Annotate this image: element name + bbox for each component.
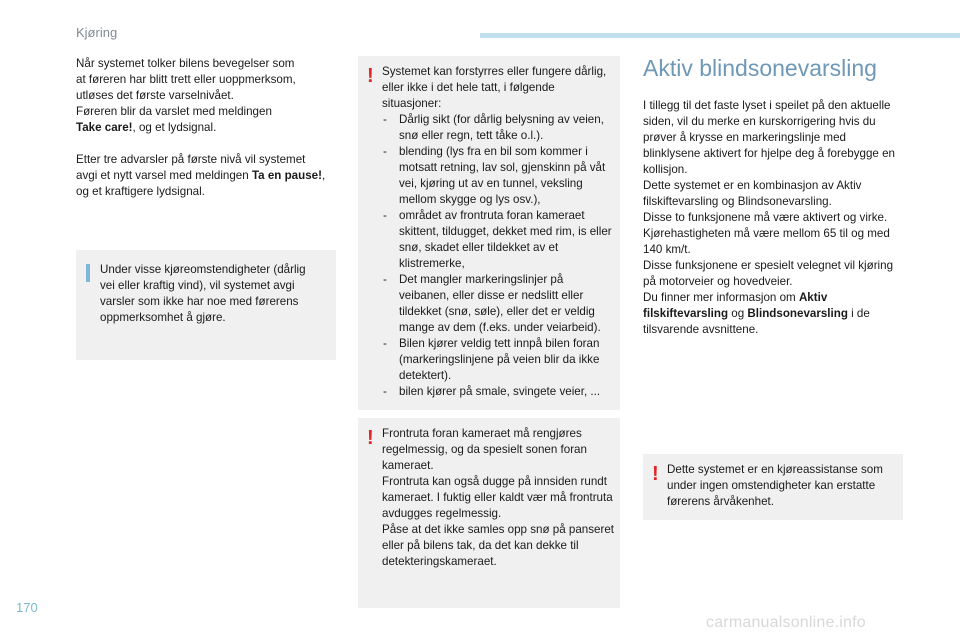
info-box: Under visse kjøreomstendigheter (dårlig vei eller kraftig vind), vil systemet avgi varsler som ikke har noe med førerens oppmerksomhet å gjøre. — [76, 250, 336, 360]
left-column — [76, 56, 326, 200]
paragraph: Kjørehastigheten må være mellom 65 til og med 140 km/t. — [643, 227, 890, 256]
warning-box-windscreen: ! Frontruta foran kameraet må rengjøres regelmessig, og da spesielt sonen foran kameraet. Frontruta kan også dugge på innsiden rundt kameraet. I fuktig eller kaldt vær må frontruta avdugges regelmessig. Påse at det ikke samles opp snø på panseret eller på bilens tak, da det kan dekke til detekteringskameraet. — [358, 418, 620, 608]
paragraph: Disse funksjonene er spesielt velegnet vil kjøring på motorveier og hovedveier. — [643, 259, 894, 288]
list-item: - blending (lys fra en bil som kommer i motsatt retning, lav sol, gjenskinn på våt vei, kjøring ut av en tunnel, veksling mellom skygge og lys osv.), — [382, 144, 614, 208]
page-number: 170 — [16, 600, 38, 615]
watermark: carmanualsonline.info — [706, 614, 866, 631]
list-item: - bilen kjører på smale, svingete veier, ... — [382, 384, 614, 400]
list-item: - Dårlig sikt (for dårlig belysning av veien, snø eller regn, tett tåke o.l.). — [382, 112, 614, 144]
message-pause: Ta en pause! — [251, 169, 322, 182]
info-icon — [86, 264, 90, 282]
warning-icon: ! — [652, 463, 659, 485]
second-warning-paragraph: Etter tre advarsler på første nivå vil systemet avgi et nytt varsel med meldingen Ta en pause!, og et kraftigere lydsignal. — [76, 153, 326, 198]
section-header: Kjøring — [76, 25, 118, 40]
warning-icon: ! — [367, 65, 374, 87]
right-column — [643, 98, 905, 338]
list-item: - Bilen kjører veldig tett innpå bilen foran (markeringslinjene på veien blir da ikke detektert). — [382, 336, 614, 384]
limitations-list — [382, 112, 614, 400]
paragraph: Disse to funksjonene må være aktivert og virke. — [643, 211, 888, 224]
warning-box-limitations: ! Systemet kan forstyrres eller fungere dårlig, eller ikke i det hele tatt, i følgende situasjoner: - Dårlig sikt (for dårlig belysning av veien, snø eller regn, tett tåke o.l.). - blending (lys fra en bil som kommer i motsatt retning, lav sol, gjenskinn på våt vei, kjøring ut av en tunnel, veksling mellom skygge og lys osv.), - området av frontruta foran kameraet skittent, tildugget, dekket med rim, is eller snø, skadet eller tildekket av et klistremerke, - Det mangler markeringslinjer på veibanen, eller disse er nedslitt eller tildekket (snø, søle), eller det er veldig mange av dem (f.eks. under veiarbeid). - Bilen kjører veldig tett innpå bilen foran (markeringslinjene på veien blir da ikke detektert). - bilen kjører på smale, svingete veier, ... — [358, 56, 620, 410]
message-take-care: Take care! — [76, 121, 133, 134]
section-title: Aktiv blindsonevarsling — [643, 55, 877, 81]
warning-icon: ! — [367, 427, 374, 449]
reference-paragraph: Du finner mer informasjon om Aktiv filskiftevarsling og Blindsonevarsling i de tilsvarende avsnittene. — [643, 291, 870, 336]
header-bar — [480, 33, 960, 38]
list-item: - Det mangler markeringslinjer på veibanen, eller disse er nedslitt eller tildekket (snø, søle), eller det er veldig mange av dem (f.eks. under veiarbeid). — [382, 272, 614, 336]
list-item: - området av frontruta foran kameraet skittent, tildugget, dekket med rim, is eller snø, skadet eller tildekket av et klistremerke, — [382, 208, 614, 272]
paragraph: I tillegg til det faste lyset i speilet på den aktuelle siden, vil du merke en kurskorrigering hvis du prøver å krysse en markeringslinje med blinklysene aktivert for hjelpe deg å forebygge en kollisjon. — [643, 99, 895, 176]
paragraph: Dette systemet er en kombinasjon av Aktiv filskiftevarsling og Blindsonevarsling. — [643, 179, 862, 208]
driver-alert-paragraph: Når systemet tolker bilens bevegelser som at føreren har blitt trett eller uoppmerksom, utløses det første varselnivået. Føreren blir da varslet med meldingen Take care!, og et lydsignal. — [76, 57, 296, 134]
warning-box-assistance: ! Dette systemet er en kjøreassistanse som under ingen omstendigheter kan erstatte førerens årvåkenhet. — [643, 454, 903, 520]
